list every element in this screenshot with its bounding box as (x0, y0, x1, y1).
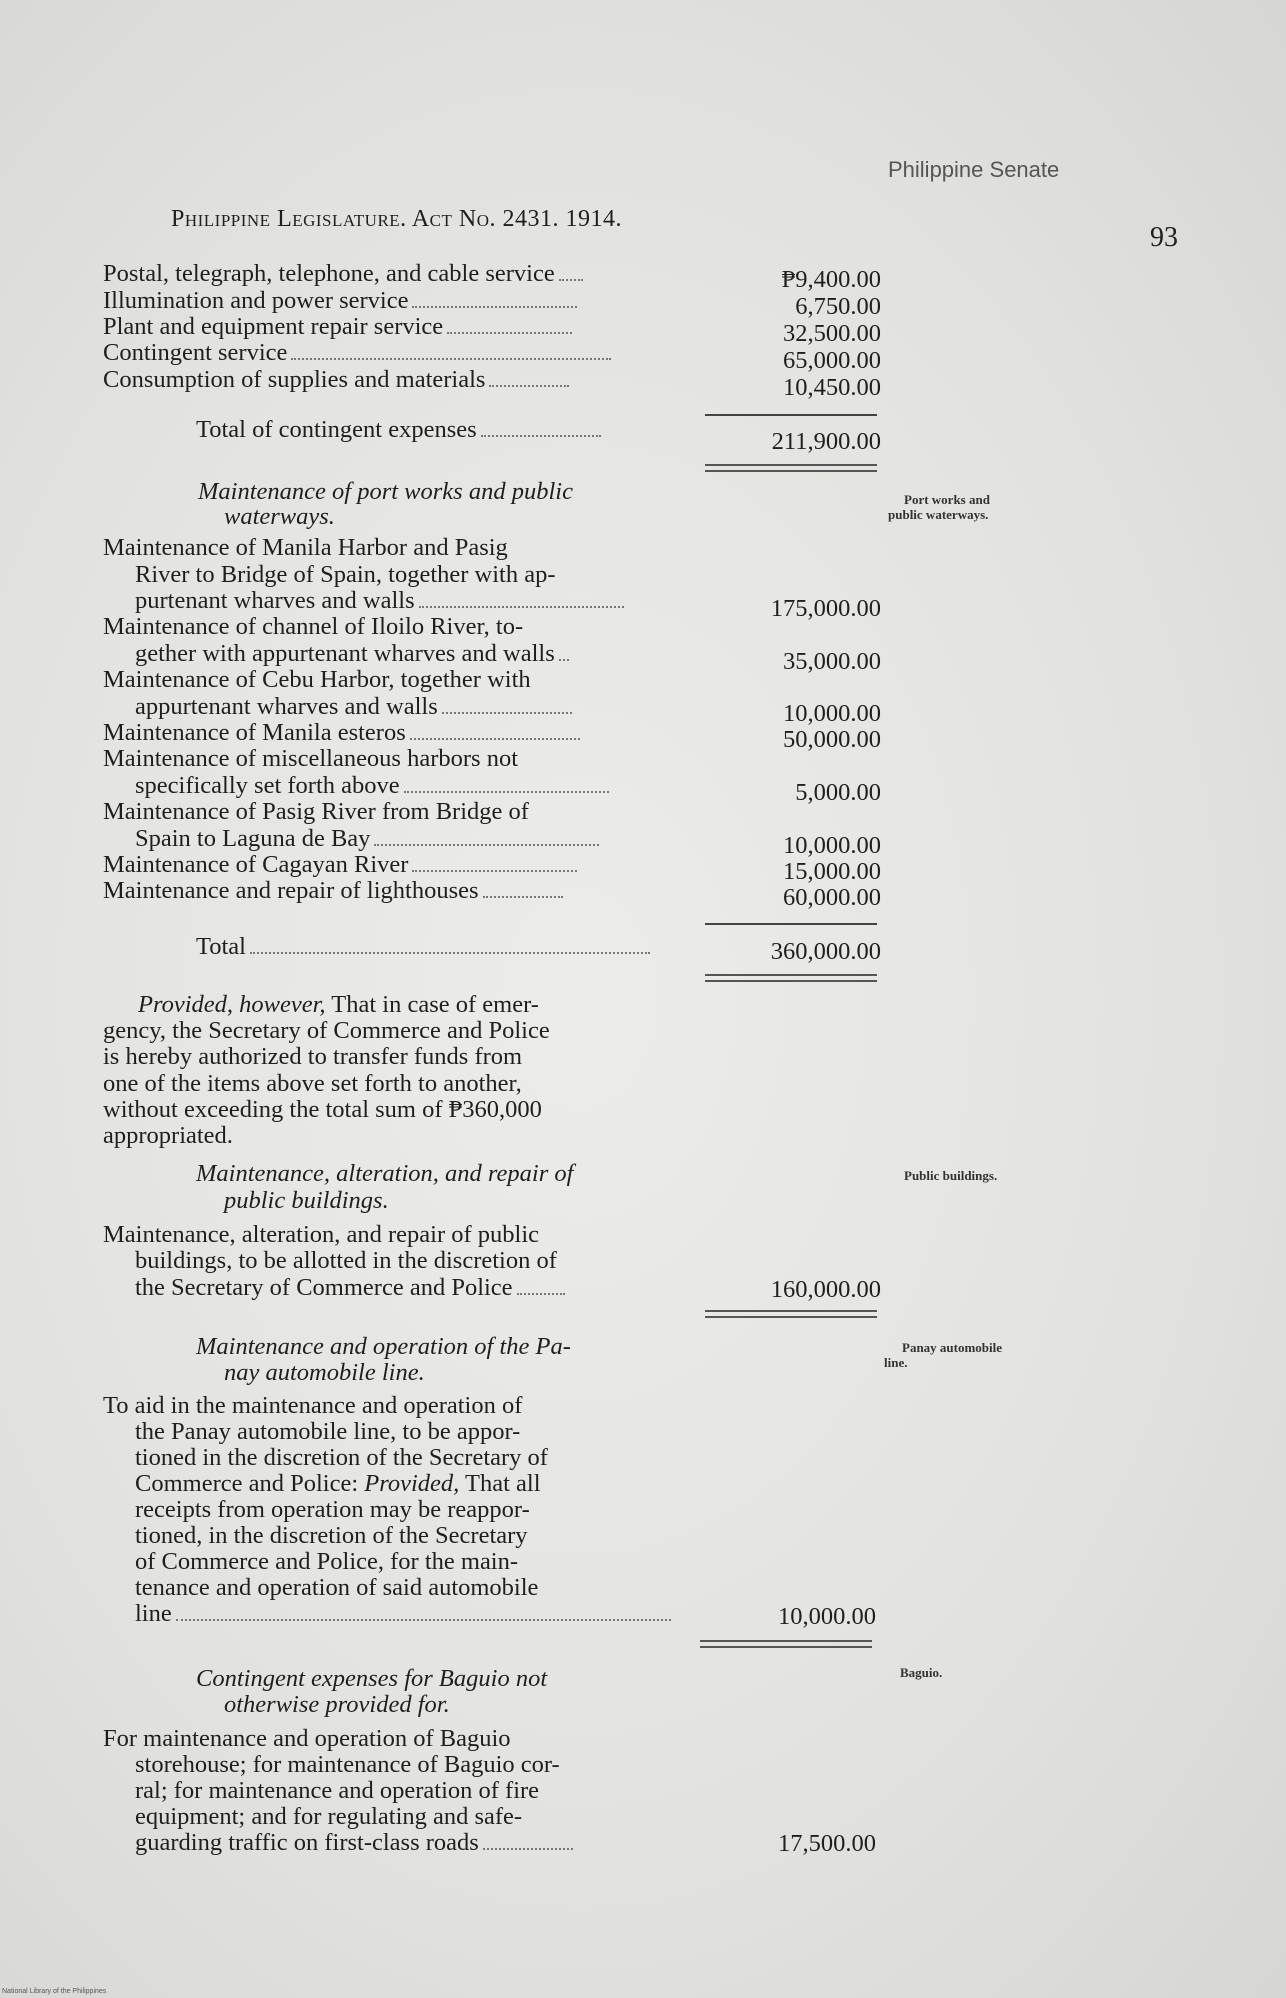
total-amount: 211,900.00 (771, 428, 881, 455)
section-heading: waterways. (224, 503, 335, 530)
library-stamp: Philippine Senate (888, 157, 1060, 182)
line-item: Maintenance of channel of Iloilo River, to- (103, 613, 524, 640)
line-item: ral; for maintenance and operation of fire (135, 1777, 540, 1804)
proviso-line: is hereby authorized to transfer funds from (103, 1043, 523, 1070)
margin-note: Baguio. (900, 1665, 943, 1680)
line-item: tenance and operation of said automobile (135, 1574, 539, 1601)
margin-note: Public buildings. (904, 1168, 998, 1183)
proviso-line: without exceeding the total sum of ₱360,000 (103, 1096, 542, 1123)
running-head: Philippine Legislature. Act No. 2431. 1914. (171, 206, 623, 232)
line-amount: 10,000.00 (783, 700, 881, 727)
margin-note: public waterways. (888, 507, 989, 522)
line-item: Maintenance and repair of lighthouses (103, 878, 563, 905)
line-item: Maintenance of Manila Harbor and Pasig (103, 534, 508, 561)
line-item: Illumination and power service (103, 287, 703, 314)
line-amount: ₱9,400.00 (781, 266, 881, 293)
total-label: Total (196, 933, 796, 960)
line-item: Maintenance of Manila esteros (103, 720, 580, 747)
line-item: Postal, telegraph, telephone, and cable service (103, 260, 703, 287)
proviso-line: Provided, however, That in case of emer- (138, 991, 539, 1018)
line-item: of Commerce and Police, for the main- (135, 1548, 519, 1575)
line-item: Maintenance of Cebu Harbor, together with (103, 666, 531, 693)
section-heading: nay automobile line. (224, 1359, 425, 1386)
line-item: Spain to Laguna de Bay (103, 826, 599, 853)
page-number: 93 (1150, 222, 1178, 253)
line-amount: 10,450.00 (783, 374, 881, 401)
line-item: Maintenance, alteration, and repair of public (103, 1221, 540, 1248)
line-amount: 32,500.00 (783, 320, 881, 347)
section-heading: Maintenance and operation of the Pa- (196, 1333, 571, 1360)
line-item: appurtenant wharves and walls (103, 694, 572, 721)
line-item: specifically set forth above (103, 773, 609, 800)
line-amount: 10,000.00 (783, 832, 881, 859)
line-amount: 160,000.00 (770, 1276, 881, 1303)
double-rule (705, 974, 877, 982)
total-label: Total of contingent expenses (196, 416, 796, 443)
line-item: receipts from operation may be reappor- (135, 1496, 530, 1523)
line-item: River to Bridge of Spain, together with ap- (135, 561, 556, 588)
total-amount: 360,000.00 (770, 938, 881, 965)
line-item: purtenant wharves and walls (103, 588, 624, 615)
line-item: Plant and equipment repair service (103, 313, 703, 340)
double-rule (700, 1640, 872, 1648)
line-amount: 5,000.00 (795, 779, 881, 806)
line-item: tioned, in the discretion of the Secretary (135, 1522, 528, 1549)
proviso-line: one of the items above set forth to another, (103, 1070, 522, 1097)
section-heading: Maintenance, alteration, and repair of (196, 1160, 574, 1187)
line-item: Maintenance of Cagayan River (103, 852, 577, 879)
line-item: Maintenance of Pasig River from Bridge of (103, 798, 529, 825)
line-item: To aid in the maintenance and operation of (103, 1392, 523, 1419)
margin-note: line. (884, 1355, 908, 1370)
double-rule (705, 1310, 877, 1318)
line-amount: 6,750.00 (795, 293, 881, 320)
line-item: the Secretary of Commerce and Police (103, 1275, 565, 1302)
double-rule (705, 464, 877, 472)
line-amount: 175,000.00 (770, 595, 881, 622)
line-item: guarding traffic on first-class roads (103, 1830, 573, 1857)
line-amount: 35,000.00 (783, 648, 881, 675)
line-item: Consumption of supplies and materials (103, 366, 703, 393)
line-item: equipment; and for regulating and safe- (135, 1803, 523, 1830)
section-heading: public buildings. (224, 1187, 389, 1214)
line-item: Contingent service (103, 339, 703, 366)
scan-footer: National Library of the Philippines (2, 1988, 107, 1995)
line-amount: 50,000.00 (783, 726, 881, 753)
section-heading: Maintenance of port works and public (198, 478, 573, 505)
line-item: storehouse; for maintenance of Baguio cor- (135, 1751, 560, 1778)
line-item: line (103, 1601, 671, 1628)
line-item: the Panay automobile line, to be appor- (135, 1418, 521, 1445)
section-heading: otherwise provided for. (224, 1691, 450, 1718)
line-item: buildings, to be allotted in the discretion of (135, 1247, 557, 1274)
proviso-line: gency, the Secretary of Commerce and Police (103, 1017, 550, 1044)
line-item: Maintenance of miscellaneous harbors not (103, 745, 519, 772)
section-heading: Contingent expenses for Baguio not (196, 1665, 548, 1692)
margin-note: Panay automobile (902, 1340, 1003, 1355)
line-amount: 17,500.00 (778, 1830, 876, 1857)
line-amount: 60,000.00 (783, 884, 881, 911)
proviso-line: appropriated. (103, 1122, 233, 1149)
line-amount: 65,000.00 (783, 347, 881, 374)
line-amount: 15,000.00 (783, 858, 881, 885)
line-item: For maintenance and operation of Baguio (103, 1725, 511, 1752)
line-item: gether with appurtenant wharves and walls (103, 641, 569, 668)
margin-note: Port works and (904, 492, 990, 507)
line-item: tioned in the discretion of the Secretary of (135, 1444, 548, 1471)
sum-rule (705, 923, 877, 925)
line-item: Commerce and Police: Provided, That all (135, 1470, 541, 1497)
line-amount: 10,000.00 (778, 1603, 876, 1630)
